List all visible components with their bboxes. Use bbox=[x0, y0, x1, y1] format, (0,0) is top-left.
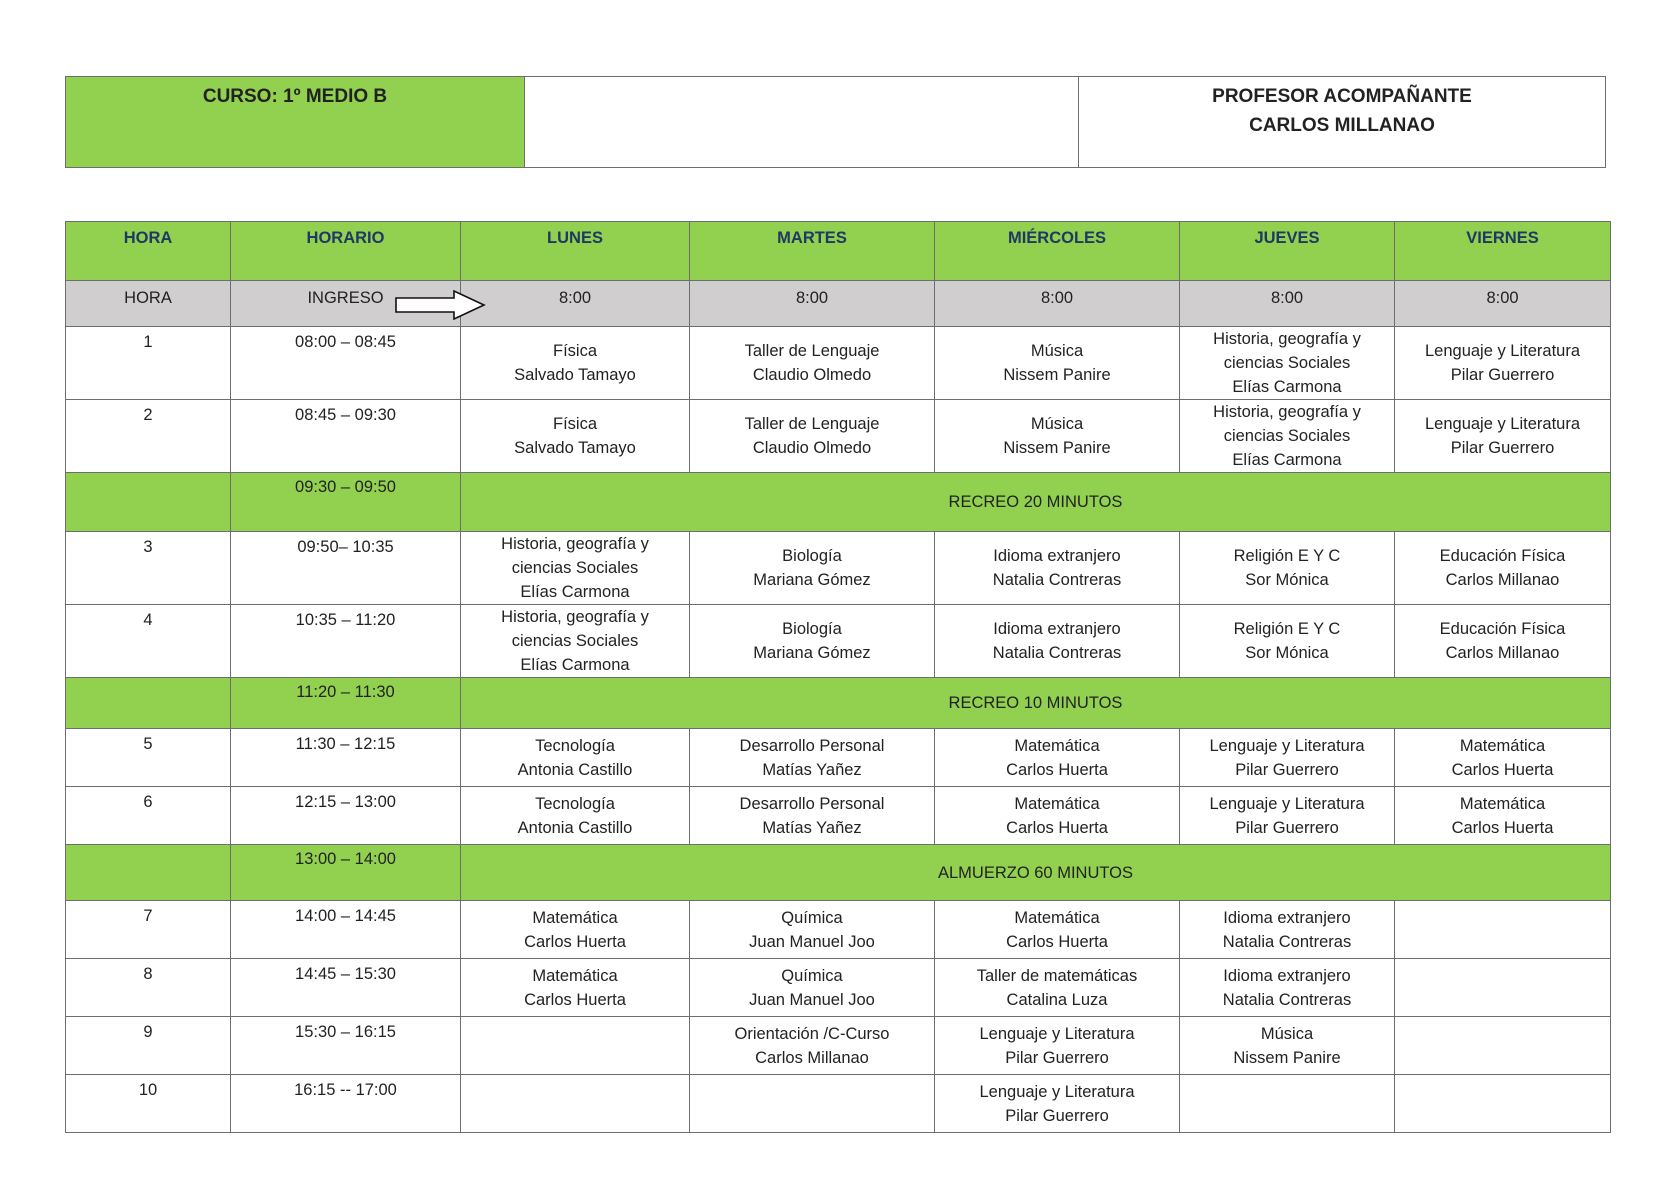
class-cell bbox=[690, 959, 935, 1017]
period-time: 12:15 – 13:00 bbox=[231, 787, 461, 845]
teacher-line: Salvado Tamayo bbox=[514, 439, 636, 457]
class-cell bbox=[1395, 787, 1611, 845]
break-time: 13:00 – 14:00 bbox=[231, 845, 461, 901]
teacher-line: Carlos Huerta bbox=[524, 990, 626, 1009]
teacher-line: Carlos Huerta bbox=[1451, 818, 1554, 837]
subject-line: Matemática bbox=[1459, 794, 1546, 813]
ingreso-label-cell bbox=[231, 281, 461, 327]
teacher-line: Matías Yañez bbox=[762, 760, 862, 779]
subject-line: Biología bbox=[782, 547, 842, 565]
class-cell bbox=[1180, 1075, 1395, 1133]
break-row bbox=[66, 845, 1611, 901]
lesson-row bbox=[66, 532, 1611, 605]
subject-line: Historia, geografía y bbox=[501, 535, 649, 553]
period-number: 4 bbox=[66, 605, 231, 678]
column-header-4: MIÉRCOLES bbox=[935, 222, 1180, 281]
arrow-right-icon bbox=[394, 290, 486, 320]
class-cell bbox=[461, 1017, 690, 1075]
subject-line: Idioma extranjero bbox=[1223, 908, 1351, 927]
class-cell bbox=[935, 729, 1180, 787]
class-cell bbox=[461, 1075, 690, 1133]
subject-line: Taller de Lenguaje bbox=[744, 415, 880, 433]
lesson-row bbox=[66, 1017, 1611, 1075]
lesson-row bbox=[66, 400, 1611, 473]
teacher-line: Juan Manuel Joo bbox=[749, 932, 875, 951]
period-time: 14:45 – 15:30 bbox=[231, 959, 461, 1017]
teacher-line: Elías Carmona bbox=[520, 656, 630, 674]
lesson-row bbox=[66, 327, 1611, 400]
teacher-line: Matías Yañez bbox=[762, 818, 862, 837]
break-time: 09:30 – 09:50 bbox=[231, 473, 461, 532]
column-header-6: VIERNES bbox=[1395, 222, 1611, 281]
teacher-line: Antonia Castillo bbox=[517, 818, 633, 837]
subject-line: Lenguaje y Literatura bbox=[1424, 342, 1581, 360]
teacher-line: Natalia Contreras bbox=[1222, 932, 1352, 951]
subject-line: Religión E Y C bbox=[1233, 620, 1341, 638]
teacher-line: Carlos Millanao bbox=[755, 1048, 869, 1067]
class-cell bbox=[935, 959, 1180, 1017]
class-cell bbox=[935, 901, 1180, 959]
class-cell bbox=[461, 787, 690, 845]
subject-line: Taller de matemáticas bbox=[976, 966, 1138, 985]
subject-line: Lenguaje y Literatura bbox=[979, 1024, 1135, 1043]
subject-line: Física bbox=[552, 342, 597, 360]
subject-line: Desarrollo Personal bbox=[739, 736, 885, 755]
ingreso-time: 8:00 bbox=[1180, 281, 1395, 327]
subject-line: Taller de Lenguaje bbox=[744, 342, 880, 360]
class-cell bbox=[1395, 1017, 1611, 1075]
class-cell bbox=[935, 1075, 1180, 1133]
header-middle-cell bbox=[525, 77, 1079, 168]
class-cell bbox=[690, 787, 935, 845]
period-number: 2 bbox=[66, 400, 231, 473]
column-header-0: HORA bbox=[66, 222, 231, 281]
lesson-row bbox=[66, 901, 1611, 959]
break-hora-cell bbox=[66, 678, 231, 729]
period-time: 15:30 – 16:15 bbox=[231, 1017, 461, 1075]
period-number: 1 bbox=[66, 327, 231, 400]
class-cell bbox=[1395, 400, 1611, 473]
break-hora-cell bbox=[66, 845, 231, 901]
subject-line: Química bbox=[781, 908, 843, 927]
subject-line: Música bbox=[1260, 1024, 1314, 1043]
subject-line: Biología bbox=[782, 620, 842, 638]
ingreso-time: 8:00 bbox=[461, 281, 690, 327]
teacher-line: Elías Carmona bbox=[520, 583, 630, 601]
break-row bbox=[66, 473, 1611, 532]
column-header-5: JUEVES bbox=[1180, 222, 1395, 281]
class-cell bbox=[1395, 729, 1611, 787]
ingreso-label: INGRESO bbox=[307, 289, 384, 307]
class-cell bbox=[1180, 901, 1395, 959]
lesson-row bbox=[66, 605, 1611, 678]
subject-line: Orientación /C-Curso bbox=[734, 1024, 890, 1043]
teacher-line: Pilar Guerrero bbox=[1450, 366, 1555, 384]
class-cell bbox=[935, 1017, 1180, 1075]
class-cell bbox=[1180, 400, 1395, 473]
class-cell bbox=[1395, 327, 1611, 400]
subject-line: Física bbox=[552, 415, 597, 433]
period-time: 08:45 – 09:30 bbox=[231, 400, 461, 473]
class-cell bbox=[690, 532, 935, 605]
teacher-line: Mariana Gómez bbox=[753, 571, 871, 589]
teacher-line: Carlos Huerta bbox=[1006, 818, 1108, 837]
subject-line: Matemática bbox=[1014, 736, 1100, 755]
period-number: 8 bbox=[66, 959, 231, 1017]
period-time: 08:00 – 08:45 bbox=[231, 327, 461, 400]
subject-line: Tecnología bbox=[535, 736, 615, 755]
teacher-line: Elías Carmona bbox=[1232, 378, 1342, 396]
period-number: 3 bbox=[66, 532, 231, 605]
ingreso-time: 8:00 bbox=[935, 281, 1180, 327]
ingreso-hora: HORA bbox=[66, 281, 231, 327]
column-header-3: MARTES bbox=[690, 222, 935, 281]
day-header-row bbox=[66, 222, 1611, 281]
subject-line: Historia, geografía y bbox=[1213, 403, 1361, 421]
subject-line: Educación Física bbox=[1439, 620, 1566, 638]
teacher-line: Nissem Panire bbox=[1233, 1048, 1341, 1067]
class-cell bbox=[1180, 605, 1395, 678]
class-cell bbox=[935, 605, 1180, 678]
class-cell bbox=[690, 327, 935, 400]
subject-line: Lenguaje y Literatura bbox=[1424, 415, 1581, 433]
class-cell bbox=[1180, 1017, 1395, 1075]
class-cell bbox=[1180, 787, 1395, 845]
class-cell bbox=[1395, 959, 1611, 1017]
column-header-2: LUNES bbox=[461, 222, 690, 281]
subject-line: ciencias Sociales bbox=[1223, 427, 1351, 445]
subject-line: Historia, geografía y bbox=[1213, 330, 1361, 348]
subject-line: ciencias Sociales bbox=[511, 559, 639, 577]
class-cell bbox=[1395, 1075, 1611, 1133]
period-number: 5 bbox=[66, 729, 231, 787]
class-cell bbox=[935, 400, 1180, 473]
class-cell bbox=[461, 901, 690, 959]
period-time: 09:50– 10:35 bbox=[231, 532, 461, 605]
teacher-line: Pilar Guerrero bbox=[1005, 1106, 1109, 1125]
course-header bbox=[65, 76, 1606, 168]
lesson-row bbox=[66, 729, 1611, 787]
class-cell bbox=[1395, 605, 1611, 678]
class-cell bbox=[1180, 327, 1395, 400]
class-cell bbox=[1395, 532, 1611, 605]
teacher-line: Catalina Luza bbox=[1006, 990, 1108, 1009]
teacher-line: Carlos Huerta bbox=[524, 932, 626, 951]
schedule-table bbox=[65, 221, 1611, 1133]
subject-line: Religión E Y C bbox=[1233, 547, 1341, 565]
period-time: 10:35 – 11:20 bbox=[231, 605, 461, 678]
subject-line: Lenguaje y Literatura bbox=[979, 1082, 1135, 1101]
lesson-row bbox=[66, 787, 1611, 845]
class-cell bbox=[690, 729, 935, 787]
break-label: RECREO 20 MINUTOS bbox=[461, 473, 1611, 532]
class-cell bbox=[1180, 532, 1395, 605]
period-number: 6 bbox=[66, 787, 231, 845]
teacher-line: Carlos Millanao bbox=[1445, 644, 1560, 662]
teacher-line: Natalia Contreras bbox=[1222, 990, 1352, 1009]
break-row bbox=[66, 678, 1611, 729]
class-cell bbox=[461, 605, 690, 678]
break-label: ALMUERZO 60 MINUTOS bbox=[461, 845, 1611, 901]
class-cell bbox=[1180, 959, 1395, 1017]
teacher-line: Claudio Olmedo bbox=[752, 439, 872, 457]
teacher-line: Natalia Contreras bbox=[992, 644, 1122, 662]
class-cell bbox=[1395, 901, 1611, 959]
teacher-line: Pilar Guerrero bbox=[1450, 439, 1555, 457]
subject-line: Matemática bbox=[532, 966, 618, 985]
teacher-line: Mariana Gómez bbox=[753, 644, 871, 662]
subject-line: Lenguaje y Literatura bbox=[1209, 736, 1365, 755]
course-label: CURSO: 1º MEDIO B bbox=[66, 77, 525, 168]
teacher-line: Carlos Huerta bbox=[1006, 932, 1108, 951]
class-cell bbox=[690, 400, 935, 473]
break-time: 11:20 – 11:30 bbox=[231, 678, 461, 729]
subject-line: Lenguaje y Literatura bbox=[1209, 794, 1365, 813]
subject-line: Idioma extranjero bbox=[1223, 966, 1351, 985]
teacher-line: Claudio Olmedo bbox=[752, 366, 872, 384]
teacher-line: Pilar Guerrero bbox=[1235, 818, 1339, 837]
teacher-line: Elías Carmona bbox=[1232, 451, 1342, 469]
teacher-line: Carlos Millanao bbox=[1445, 571, 1560, 589]
subject-line: ciencias Sociales bbox=[1223, 354, 1351, 372]
lesson-row bbox=[66, 959, 1611, 1017]
subject-line: Historia, geografía y bbox=[501, 608, 649, 626]
subject-line: Música bbox=[1030, 342, 1084, 360]
subject-line: Educación Física bbox=[1439, 547, 1566, 565]
class-cell bbox=[1180, 729, 1395, 787]
period-number: 7 bbox=[66, 901, 231, 959]
subject-line: Idioma extranjero bbox=[993, 547, 1121, 565]
subject-line: Desarrollo Personal bbox=[739, 794, 885, 813]
period-time: 14:00 – 14:45 bbox=[231, 901, 461, 959]
subject-line: Matemática bbox=[1014, 794, 1100, 813]
break-hora-cell bbox=[66, 473, 231, 532]
teacher-line: Nissem Panire bbox=[1003, 439, 1111, 457]
teacher-line: Carlos Huerta bbox=[1006, 760, 1108, 779]
teacher-line: Nissem Panire bbox=[1003, 366, 1111, 384]
teacher-box bbox=[1079, 77, 1606, 168]
period-time: 16:15 -- 17:00 bbox=[231, 1075, 461, 1133]
teacher-line: Natalia Contreras bbox=[992, 571, 1122, 589]
teacher-line: Pilar Guerrero bbox=[1005, 1048, 1109, 1067]
subject-line: Química bbox=[781, 966, 843, 985]
class-cell bbox=[461, 400, 690, 473]
subject-line: Matemática bbox=[1459, 736, 1546, 755]
break-label: RECREO 10 MINUTOS bbox=[461, 678, 1611, 729]
class-cell bbox=[935, 532, 1180, 605]
teacher-line: Pilar Guerrero bbox=[1235, 760, 1339, 779]
teacher-line: Salvado Tamayo bbox=[514, 366, 636, 384]
class-cell bbox=[935, 327, 1180, 400]
column-header-1: HORARIO bbox=[231, 222, 461, 281]
period-number: 10 bbox=[66, 1075, 231, 1133]
class-cell bbox=[461, 327, 690, 400]
subject-line: Tecnología bbox=[535, 794, 615, 813]
ingreso-row bbox=[66, 281, 1611, 327]
subject-line: Idioma extranjero bbox=[993, 620, 1121, 638]
teacher-line: Sor Mónica bbox=[1245, 571, 1329, 589]
teacher-name: CARLOS MILLANAO bbox=[1249, 115, 1435, 136]
ingreso-time: 8:00 bbox=[1395, 281, 1611, 327]
subject-line: Música bbox=[1030, 415, 1084, 433]
teacher-line: Sor Mónica bbox=[1245, 644, 1329, 662]
lesson-row bbox=[66, 1075, 1611, 1133]
ingreso-time: 8:00 bbox=[690, 281, 935, 327]
class-cell bbox=[690, 1017, 935, 1075]
period-number: 9 bbox=[66, 1017, 231, 1075]
teacher-line: Antonia Castillo bbox=[517, 760, 633, 779]
teacher-line: Juan Manuel Joo bbox=[749, 990, 875, 1009]
class-cell bbox=[461, 532, 690, 605]
period-time: 11:30 – 12:15 bbox=[231, 729, 461, 787]
class-cell bbox=[461, 959, 690, 1017]
teacher-line: Carlos Huerta bbox=[1451, 760, 1554, 779]
subject-line: Matemática bbox=[1014, 908, 1100, 927]
class-cell bbox=[690, 605, 935, 678]
class-cell bbox=[461, 729, 690, 787]
subject-line: Matemática bbox=[532, 908, 618, 927]
class-cell bbox=[690, 901, 935, 959]
subject-line: ciencias Sociales bbox=[511, 632, 639, 650]
class-cell bbox=[935, 787, 1180, 845]
class-cell bbox=[690, 1075, 935, 1133]
teacher-title: PROFESOR ACOMPAÑANTE bbox=[1212, 86, 1472, 107]
